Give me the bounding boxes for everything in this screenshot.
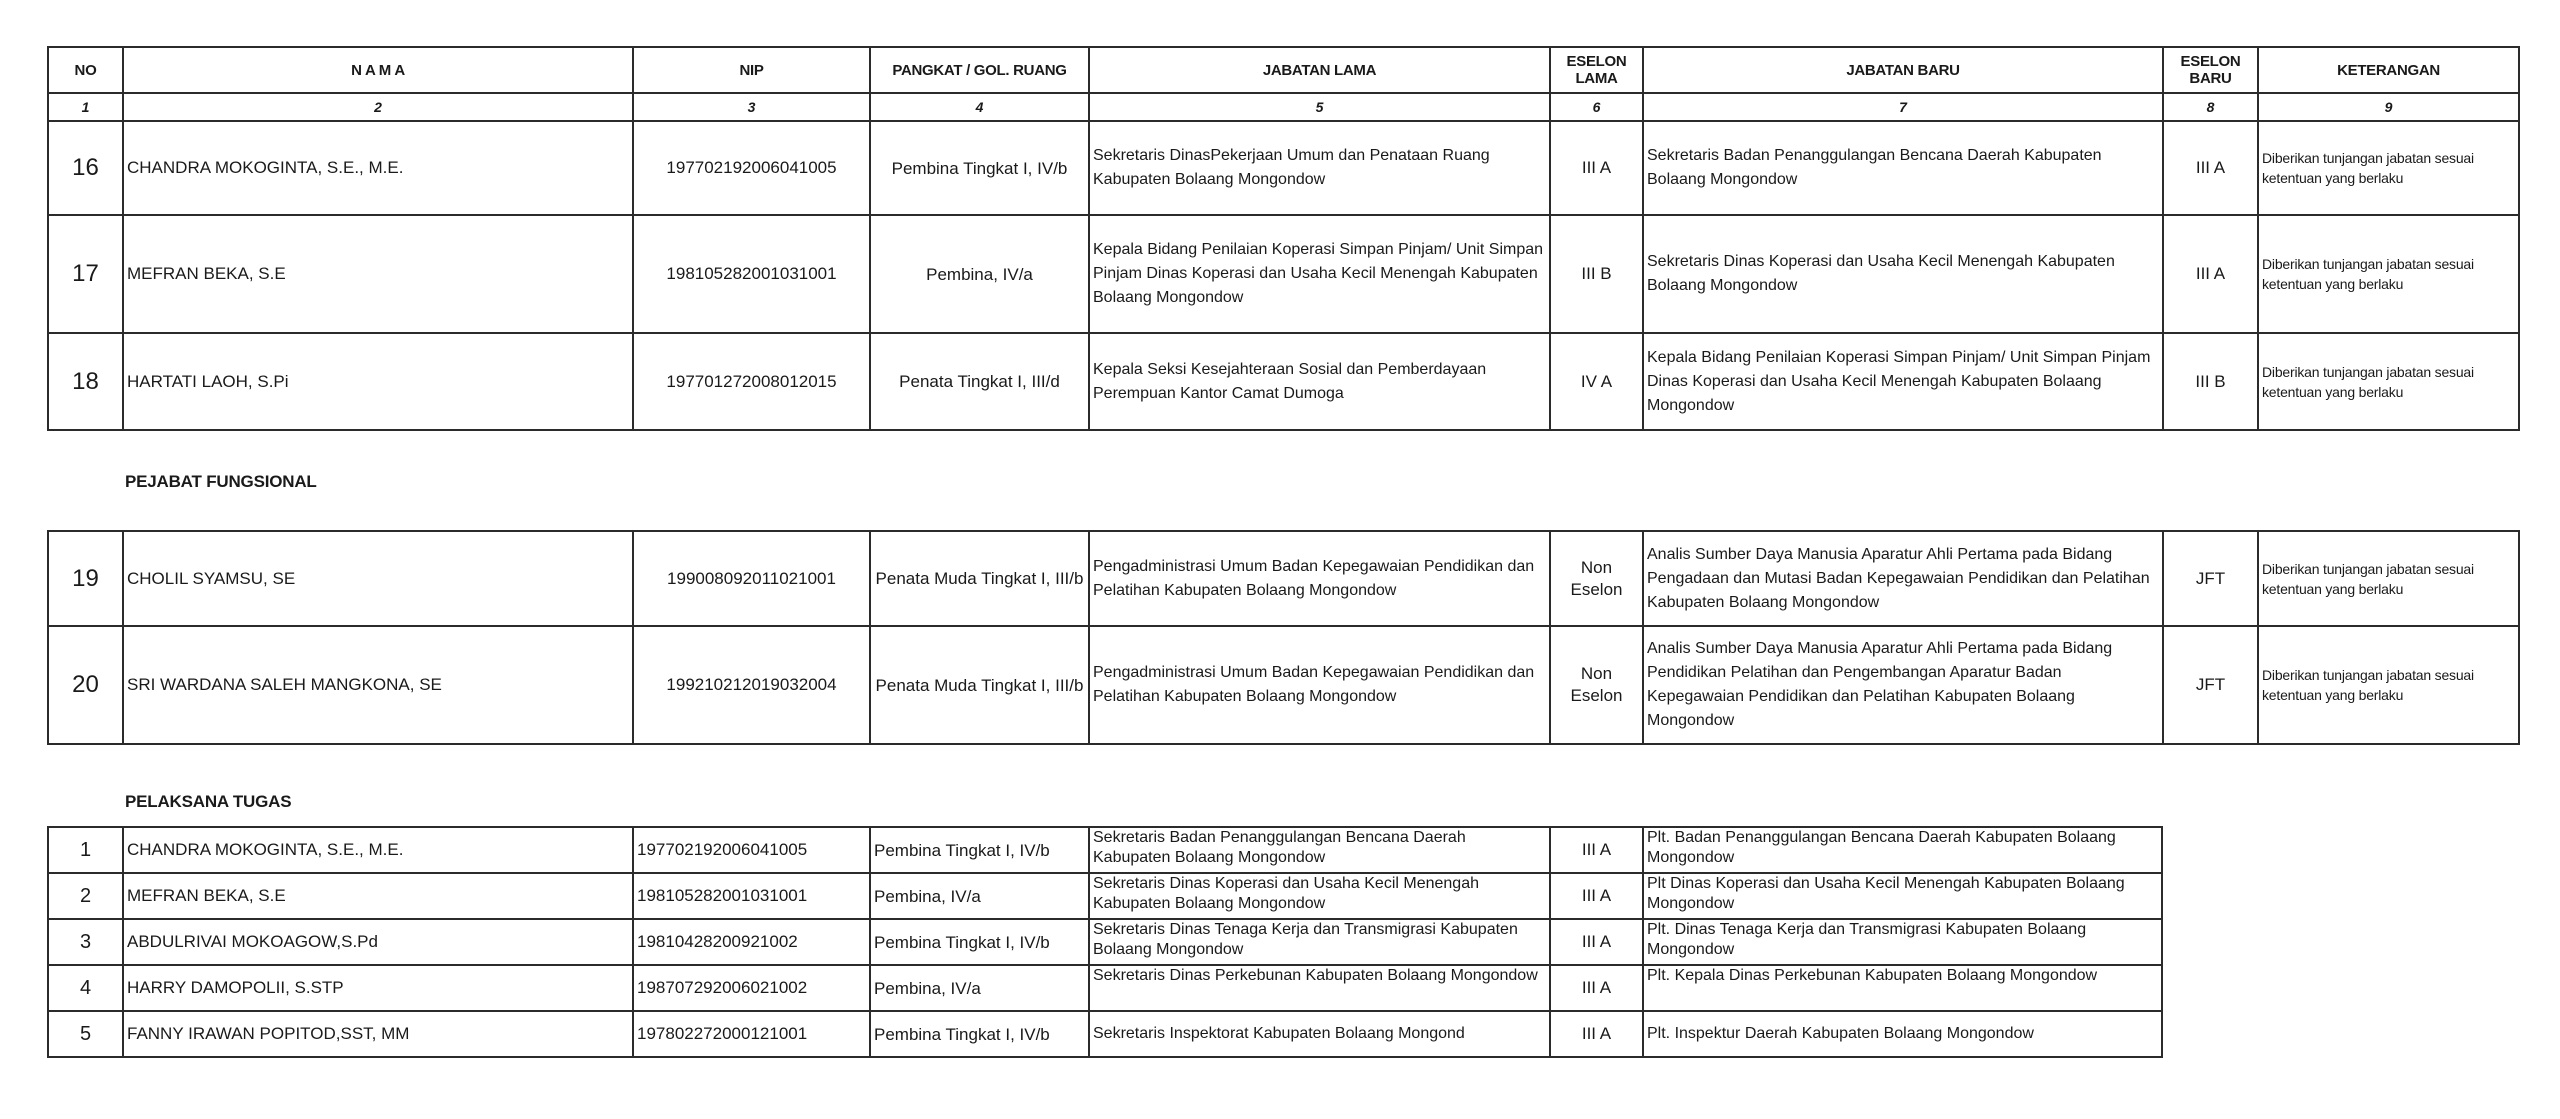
cell-eselon-baru: III A xyxy=(2163,121,2258,215)
cell-no: 18 xyxy=(48,333,123,430)
fungsional-table xyxy=(47,530,2520,745)
cell-eselon-lama: III A xyxy=(1550,965,1643,1011)
cell-jabatan-lama: Sekretaris Dinas Tenaga Kerja dan Transmigrasi Kabupaten Bolaang Mongondow xyxy=(1089,919,1550,965)
cell-jabatan-lama: Sekretaris Inspektorat Kabupaten Bolaang Mongond xyxy=(1089,1011,1550,1057)
cell-nip: 199210212019032004 xyxy=(633,626,870,744)
header-jabatan-lama: JABATAN LAMA xyxy=(1089,47,1550,93)
cell-pangkat: Pembina Tingkat I, IV/b xyxy=(870,827,1089,873)
cell-nip: 197802272000121001 xyxy=(633,1011,870,1057)
cell-jabatan-baru: Sekretaris Badan Penanggulangan Bencana Daerah Kabupaten Bolaang Mongondow xyxy=(1643,121,2163,215)
cell-nip: 199008092011021001 xyxy=(633,531,870,626)
cell-no: 1 xyxy=(48,827,123,873)
header-jabatan-baru: JABATAN BARU xyxy=(1643,47,2163,93)
cell-nama: HARTATI LAOH, S.Pi xyxy=(123,333,633,430)
cell-eselon-lama: III A xyxy=(1550,919,1643,965)
column-number-row xyxy=(48,93,2519,121)
cell-pangkat: Pembina Tingkat I, IV/b xyxy=(870,919,1089,965)
cell-jabatan-lama: Kepala Bidang Penilaian Koperasi Simpan Pinjam/ Unit Simpan Pinjam Dinas Koperasi dan Usaha Kecil Menengah Kabupaten Bolaang Mongondow xyxy=(1089,215,1550,333)
table-row xyxy=(48,333,2519,430)
cell-jabatan-baru: Analis Sumber Daya Manusia Aparatur Ahli Pertama pada Bidang Pendidikan Pelatihan dan Pengembangan Aparatur Badan Kepegawaian Pendidikan dan Pelatihan Kabupaten Bolaang Mongondow xyxy=(1643,626,2163,744)
cell-nip: 197702192006041005 xyxy=(633,827,870,873)
cell-pangkat: Penata Muda Tingkat I, III/b xyxy=(870,531,1089,626)
table-row xyxy=(48,626,2519,744)
header-eselon-lama: ESELON LAMA xyxy=(1550,47,1643,93)
cell-jabatan-lama: Pengadministrasi Umum Badan Kepegawaian Pendidikan dan Pelatihan Kabupaten Bolaang Mongondow xyxy=(1089,626,1550,744)
cell-eselon-baru: III B xyxy=(2163,333,2258,430)
cell-pangkat: Pembina, IV/a xyxy=(870,965,1089,1011)
cell-jabatan-baru: Plt. Badan Penanggulangan Bencana Daerah Kabupaten Bolaang Mongondow xyxy=(1643,827,2162,873)
table-row xyxy=(48,827,2162,873)
cell-nama: ABDULRIVAI MOKOAGOW,S.Pd xyxy=(123,919,633,965)
cell-nip: 19810428200921002 xyxy=(633,919,870,965)
cell-keterangan: Diberikan tunjangan jabatan sesuai ketentuan yang berlaku xyxy=(2258,531,2519,626)
cell-nip: 198707292006021002 xyxy=(633,965,870,1011)
cell-jabatan-lama: Kepala Seksi Kesejahteraan Sosial dan Pemberdayaan Perempuan Kantor Camat Dumoga xyxy=(1089,333,1550,430)
column-number: 3 xyxy=(633,93,870,121)
cell-jabatan-lama: Sekretaris DinasPekerjaan Umum dan Penataan Ruang Kabupaten Bolaang Mongondow xyxy=(1089,121,1550,215)
cell-eselon-lama: III B xyxy=(1550,215,1643,333)
cell-eselon-baru: III A xyxy=(2163,215,2258,333)
cell-eselon-baru: JFT xyxy=(2163,531,2258,626)
cell-pangkat: Pembina, IV/a xyxy=(870,873,1089,919)
cell-no: 17 xyxy=(48,215,123,333)
header-row xyxy=(48,47,2519,93)
cell-no: 19 xyxy=(48,531,123,626)
cell-jabatan-baru: Plt Dinas Koperasi dan Usaha Kecil Menengah Kabupaten Bolaang Mongondow xyxy=(1643,873,2162,919)
cell-nama: HARRY DAMOPOLII, S.STP xyxy=(123,965,633,1011)
section-title-fungsional: PEJABAT FUNGSIONAL xyxy=(125,472,317,491)
cell-pangkat: Pembina Tingkat I, IV/b xyxy=(870,121,1089,215)
cell-nama: MEFRAN BEKA, S.E xyxy=(123,215,633,333)
cell-no: 20 xyxy=(48,626,123,744)
cell-jabatan-baru: Plt. Inspektur Daerah Kabupaten Bolaang Mongondow xyxy=(1643,1011,2162,1057)
cell-nip: 197701272008012015 xyxy=(633,333,870,430)
cell-eselon-lama: III A xyxy=(1550,827,1643,873)
column-number: 4 xyxy=(870,93,1089,121)
cell-keterangan: Diberikan tunjangan jabatan sesuai ketentuan yang berlaku xyxy=(2258,333,2519,430)
cell-eselon-lama: Non Eselon xyxy=(1550,531,1643,626)
cell-nama: CHANDRA MOKOGINTA, S.E., M.E. xyxy=(123,827,633,873)
cell-jabatan-baru: Kepala Bidang Penilaian Koperasi Simpan Pinjam/ Unit Simpan Pinjam Dinas Koperasi dan Usaha Kecil Menengah Kabupaten Bolaang Mongondow xyxy=(1643,333,2163,430)
column-number: 1 xyxy=(48,93,123,121)
column-number: 2 xyxy=(123,93,633,121)
cell-eselon-lama: III A xyxy=(1550,1011,1643,1057)
cell-eselon-lama: IV A xyxy=(1550,333,1643,430)
cell-nip: 198105282001031001 xyxy=(633,873,870,919)
cell-jabatan-baru: Analis Sumber Daya Manusia Aparatur Ahli Pertama pada Bidang Pengadaan dan Mutasi Badan Kepegawaian Pendidikan dan Pelatihan Kabupaten Bolaang Mongondow xyxy=(1643,531,2163,626)
table-row xyxy=(48,873,2162,919)
header-nama: N A M A xyxy=(123,47,633,93)
main-table xyxy=(47,46,2520,431)
cell-eselon-lama: Non Eselon xyxy=(1550,626,1643,744)
table-row xyxy=(48,531,2519,626)
cell-keterangan: Diberikan tunjangan jabatan sesuai ketentuan yang berlaku xyxy=(2258,626,2519,744)
cell-nama: MEFRAN BEKA, S.E xyxy=(123,873,633,919)
cell-no: 2 xyxy=(48,873,123,919)
cell-keterangan: Diberikan tunjangan jabatan sesuai ketentuan yang berlaku xyxy=(2258,121,2519,215)
section-title-pelaksana-tugas: PELAKSANA TUGAS xyxy=(125,792,292,811)
column-number: 5 xyxy=(1089,93,1550,121)
cell-no: 3 xyxy=(48,919,123,965)
cell-jabatan-lama: Pengadministrasi Umum Badan Kepegawaian Pendidikan dan Pelatihan Kabupaten Bolaang Mongondow xyxy=(1089,531,1550,626)
column-number: 6 xyxy=(1550,93,1643,121)
pelaksana-tugas-table xyxy=(47,826,2163,1058)
cell-nama: CHOLIL SYAMSU, SE xyxy=(123,531,633,626)
cell-pangkat: Penata Muda Tingkat I, III/b xyxy=(870,626,1089,744)
table-row xyxy=(48,215,2519,333)
cell-nip: 198105282001031001 xyxy=(633,215,870,333)
cell-eselon-baru: JFT xyxy=(2163,626,2258,744)
header-no: NO xyxy=(48,47,123,93)
cell-pangkat: Penata Tingkat I, III/d xyxy=(870,333,1089,430)
table-row xyxy=(48,919,2162,965)
cell-jabatan-lama: Sekretaris Dinas Koperasi dan Usaha Kecil Menengah Kabupaten Bolaang Mongondow xyxy=(1089,873,1550,919)
table-row xyxy=(48,1011,2162,1057)
cell-nama: SRI WARDANA SALEH MANGKONA, SE xyxy=(123,626,633,744)
cell-eselon-lama: III A xyxy=(1550,873,1643,919)
header-pangkat: PANGKAT / GOL. RUANG xyxy=(870,47,1089,93)
cell-nama: FANNY IRAWAN POPITOD,SST, MM xyxy=(123,1011,633,1057)
header-nip: NIP xyxy=(633,47,870,93)
cell-jabatan-baru: Sekretaris Dinas Koperasi dan Usaha Kecil Menengah Kabupaten Bolaang Mongondow xyxy=(1643,215,2163,333)
cell-jabatan-lama: Sekretaris Badan Penanggulangan Bencana Daerah Kabupaten Bolaang Mongondow xyxy=(1089,827,1550,873)
table-row xyxy=(48,121,2519,215)
cell-eselon-lama: III A xyxy=(1550,121,1643,215)
column-number: 7 xyxy=(1643,93,2163,121)
cell-pangkat: Pembina Tingkat I, IV/b xyxy=(870,1011,1089,1057)
header-eselon-baru: ESELON BARU xyxy=(2163,47,2258,93)
cell-jabatan-lama: Sekretaris Dinas Perkebunan Kabupaten Bolaang Mongondow xyxy=(1089,965,1550,1011)
header-keterangan: KETERANGAN xyxy=(2258,47,2519,93)
cell-jabatan-baru: Plt. Kepala Dinas Perkebunan Kabupaten Bolaang Mongondow xyxy=(1643,965,2162,1011)
cell-nip: 197702192006041005 xyxy=(633,121,870,215)
cell-jabatan-baru: Plt. Dinas Tenaga Kerja dan Transmigrasi Kabupaten Bolaang Mongondow xyxy=(1643,919,2162,965)
cell-no: 4 xyxy=(48,965,123,1011)
cell-nama: CHANDRA MOKOGINTA, S.E., M.E. xyxy=(123,121,633,215)
column-number: 9 xyxy=(2258,93,2519,121)
column-number: 8 xyxy=(2163,93,2258,121)
table-row xyxy=(48,965,2162,1011)
cell-keterangan: Diberikan tunjangan jabatan sesuai ketentuan yang berlaku xyxy=(2258,215,2519,333)
cell-pangkat: Pembina, IV/a xyxy=(870,215,1089,333)
cell-no: 5 xyxy=(48,1011,123,1057)
cell-no: 16 xyxy=(48,121,123,215)
